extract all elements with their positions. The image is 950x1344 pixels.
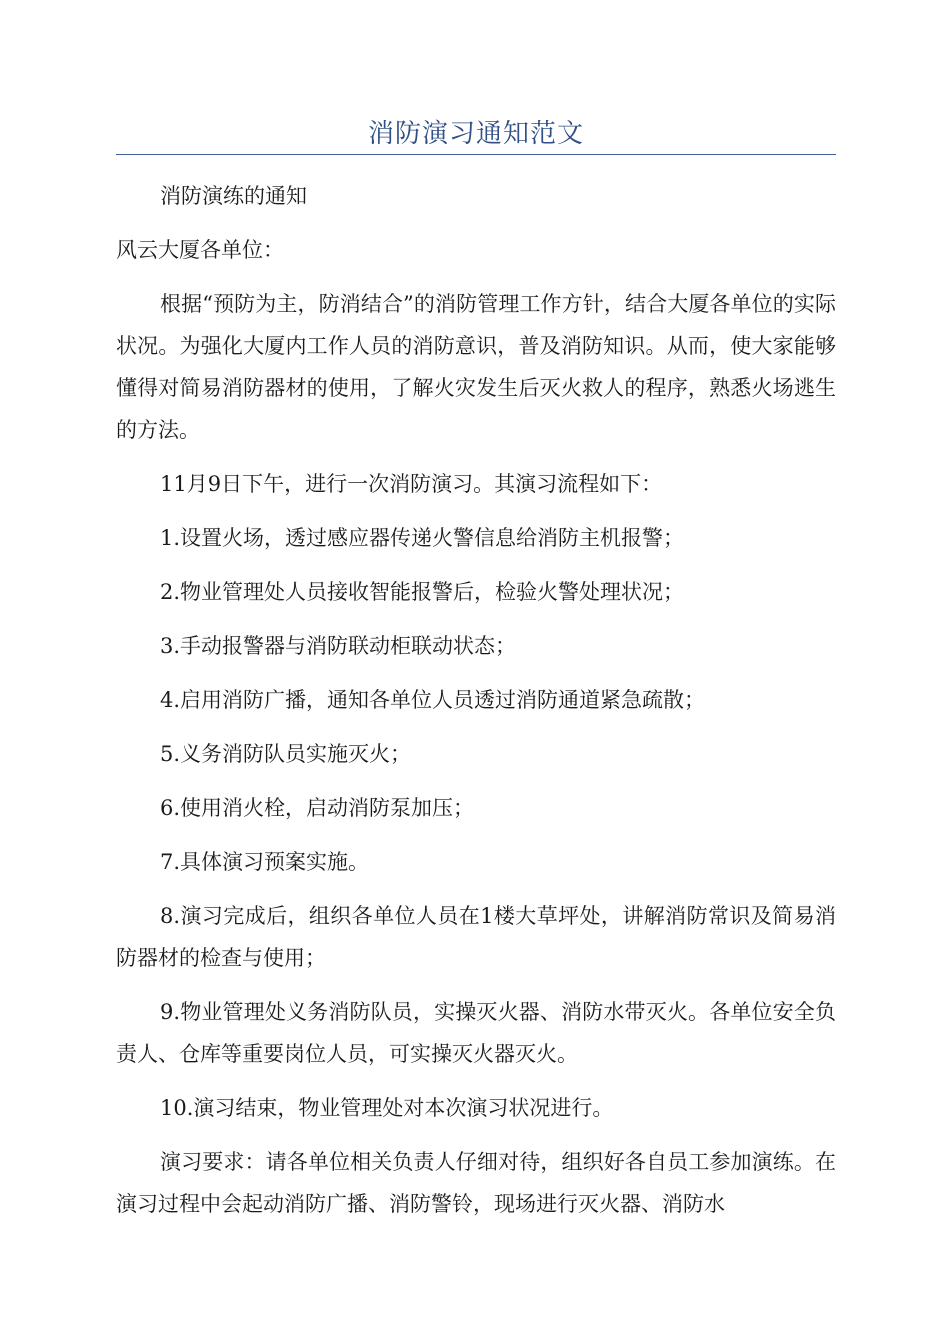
list-item-step-2: 2.物业管理处人员接收智能报警后，检验火警处理状况；: [160, 580, 685, 604]
document-title: 消防演习通知范文: [367, 119, 584, 149]
document-body: [116, 175, 836, 1225]
list-item-step-6: 6.使用消火栓，启动消防泵加压；: [160, 796, 475, 820]
document-page: [116, 0, 836, 1237]
list-item-step-10: 10.演习结束，物业管理处对本次演习状况进行。: [160, 1096, 614, 1120]
list-item-step-8: 8.演习完成后，组织各单位人员在1楼大草坪处，讲解消防常识及简易消防器材的检查与使用；: [116, 904, 836, 970]
paragraph-salutation: 风云大厦各单位：: [116, 238, 284, 262]
list-item-step-1: 1.设置火场，透过感应器传递火警信息给消防主机报警；: [160, 526, 685, 550]
list-item-step-3: 3.手动报警器与消防联动柜联动状态；: [160, 634, 517, 658]
list-item-step-5: 5.义务消防队员实施灭火；: [160, 742, 412, 766]
paragraph-requirements: 演习要求：请各单位相关负责人仔细对待，组织好各自员工参加演练。在演习过程中会起动消防广播、消防警铃，现场进行灭火器、消防水: [116, 1150, 836, 1216]
list-item-step-9: 9.物业管理处义务消防队员，实操灭火器、消防水带灭火。各单位安全负责人、仓库等重要岗位人员，可实操灭火器灭火。: [116, 1000, 836, 1066]
paragraph-purpose: 根据“预防为主，防消结合”的消防管理工作方针，结合大厦各单位的实际状况。为强化大厦内工作人员的消防意识，普及消防知识。从而，使大家能够懂得对简易消防器材的使用，了解火灾发生后灭火救人的程序，熟悉火场逃生的方法。: [116, 292, 836, 442]
title-underline: [116, 154, 836, 155]
paragraph-notice-heading: 消防演练的通知: [160, 184, 307, 208]
list-item-step-4: 4.启用消防广播，通知各单位人员透过消防通道紧急疏散；: [160, 688, 706, 712]
paragraph-schedule: 11月9日下午，进行一次消防演习。其演习流程如下：: [160, 472, 663, 496]
list-item-step-7: 7.具体演习预案实施。: [160, 850, 370, 874]
